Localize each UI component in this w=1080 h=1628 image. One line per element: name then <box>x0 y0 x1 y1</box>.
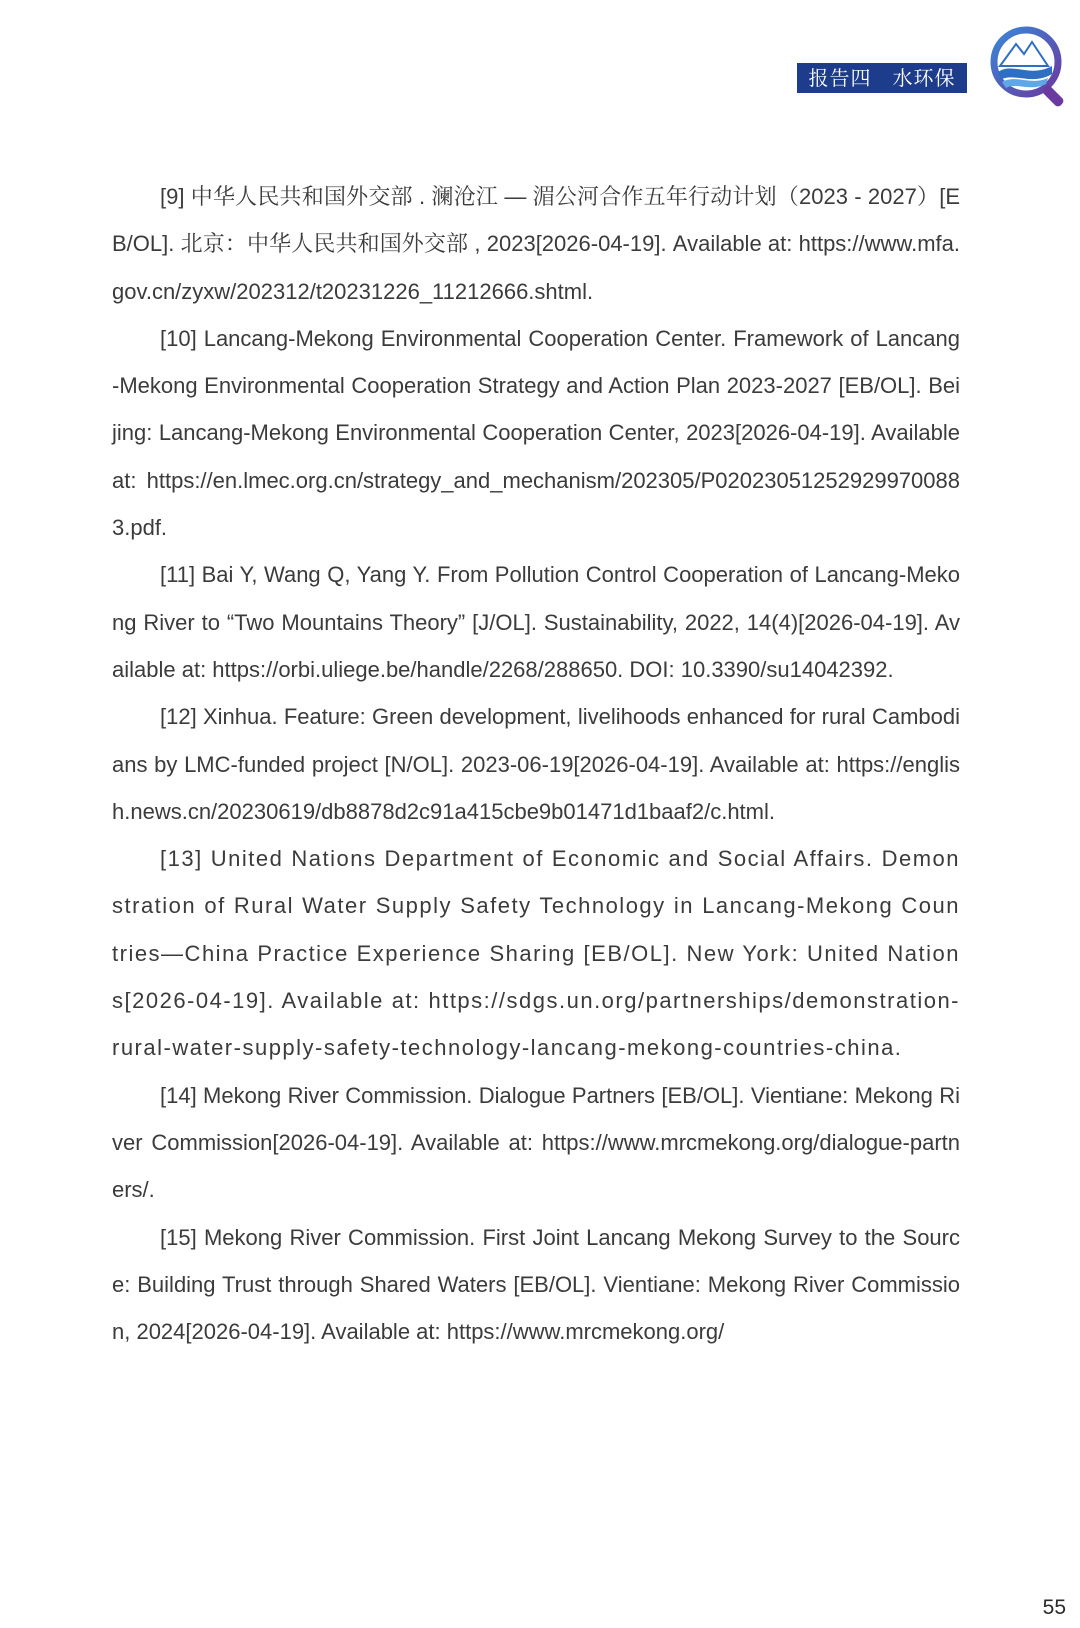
page-number: 55 <box>1042 1596 1066 1619</box>
section-label: 报告四 水环保 <box>797 63 967 93</box>
reference-list <box>112 173 960 1355</box>
reference-item-15: [15] Mekong River Commission. First Joint Lancang Mekong Survey to the Source: Building Trust through Shared Waters [EB/OL]. Vientiane: Mekong River Commission, 2024[2026-04-19]. Available at: https://www.mrcmekong.org/ <box>112 1224 960 1345</box>
reference-item-10: [10] Lancang-Mekong Environmental Cooperation Center. Framework of Lancang-Mekong Environmental Cooperation Strategy and Action Plan 2023-2027 [EB/OL]. Beijing: Lancang-Mekong Environmental Cooperation Center, 2023[2026-04-19]. Available at: https://en.lmec.org.cn/strategy_and_mechanism/202305/P020230512529299700883.pdf. <box>112 325 960 541</box>
reference-item-11: [11] Bai Y, Wang Q, Yang Y. From Pollution Control Cooperation of Lancang-Mekong River to “Two Mountains Theory” [J/OL]. Sustainability, 2022, 14(4)[2026-04-19]. Available at: https://orbi.uliege.be/handle/2268/288650. DOI: 10.3390/su14042392. <box>112 562 960 682</box>
reference-item-14: [14] Mekong River Commission. Dialogue Partners [EB/OL]. Vientiane: Mekong River Commission[2026-04-19]. Available at: https://www.mrcmekong.org/dialogue-partners/. <box>112 1082 960 1203</box>
logo-icon <box>986 22 1076 112</box>
reference-item-12: [12] Xinhua. Feature: Green development, livelihoods enhanced for rural Cambodians by LMC-funded project [N/OL]. 2023-06-19[2026-04-19]. Available at: https://english.news.cn/20230619/db8878d2c91a415cbe9b01471d1baaf2/c.html. <box>112 704 960 824</box>
reference-item-13: [13] United Nations Department of Economic and Social Affairs. Demonstration of Rural Water Supply Safety Technology in Lancang-Mekong Countries—China Practice Experience Sharing [EB/OL]. New York: United Nations[2026-04-19]. Available at: https://sdgs.un.org/partnerships/demonstration-rural-water-supply-safety-technology-lancang-mekong-countries-china. <box>112 846 960 1061</box>
reference-item-9: [9] 中华人民共和国外交部 . 澜沧江 — 湄公河合作五年行动计划（2023 - 2027）[EB/OL]. 北京：中华人民共和国外交部 , 2023[2026-04-19]. Available at: https://www.mfa.gov.cn/zyxw/202312/t20231226_11212666.shtml. <box>112 184 960 304</box>
